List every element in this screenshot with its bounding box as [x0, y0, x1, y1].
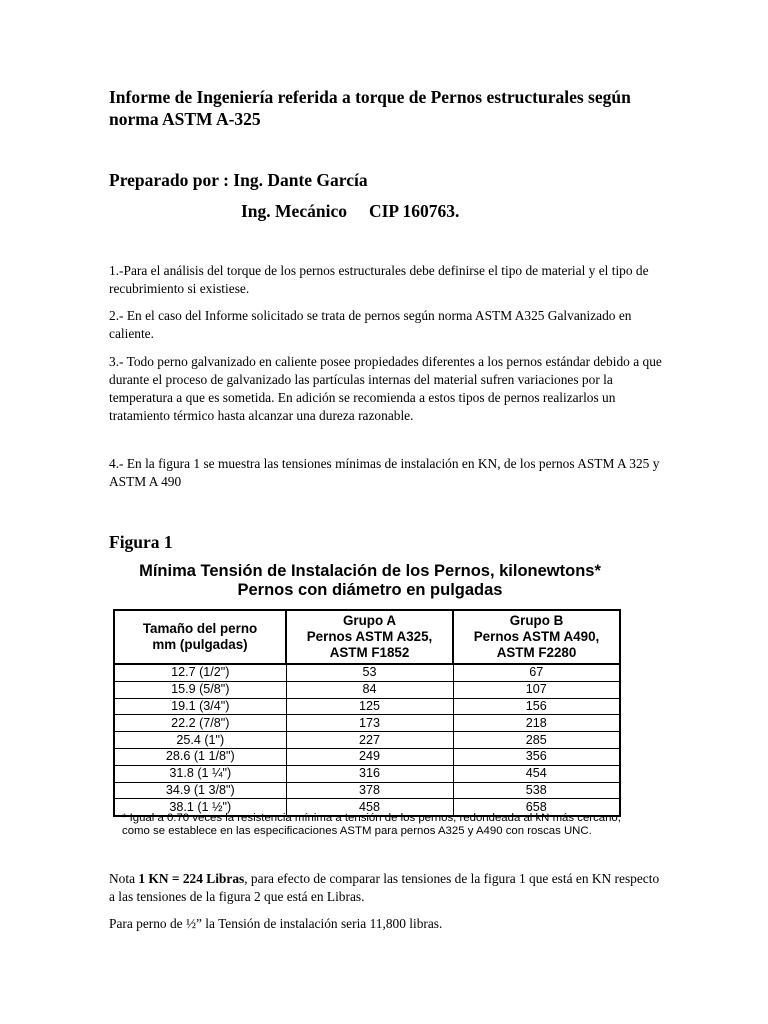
paragraph-2: 2.- En el caso del Informe solicitado se trata de pernos según norma ASTM A325 Galvanizado en caliente.: [109, 308, 632, 341]
note-suffix: , para efecto de comparar las tensiones de la figura 1 que está en KN respecto a las tensiones de la figura 2 que está en Libras.: [109, 871, 660, 904]
cell-bolt-size: 12.7 (1/2"): [114, 664, 286, 681]
table-row: [114, 732, 620, 749]
header-group-a-line-3: ASTM F1852: [329, 645, 410, 660]
cell-group-b: 218: [453, 715, 620, 732]
cell-group-a: 458: [286, 799, 453, 816]
final-line: Para perno de ½” la Tensión de instalación seria 11,800 libras.: [109, 916, 443, 931]
author-credentials: [241, 201, 459, 222]
cell-group-a: 249: [286, 748, 453, 765]
paragraph-3: 3.- Todo perno galvanizado en caliente posee propiedades diferentes a los pernos estándar debido a que durante el proceso de galvanizado las partículas internas del material sufren variaciones por la temperatura a que es sometida. En adición se recomienda a estos tipos de pernos realizarlos un tratamiento térmico hasta alcanzar una dureza razonable.: [109, 354, 662, 423]
paragraph-1: 1.-Para el análisis del torque de los pernos estructurales debe definirse el tipo de material y el tipo de recubrimiento si existiese.: [109, 263, 649, 296]
cell-bolt-size: 34.9 (1 3/8"): [114, 782, 286, 799]
table-row: [114, 681, 620, 698]
cell-group-b: 454: [453, 765, 620, 782]
cell-group-b: 658: [453, 799, 620, 816]
cell-bolt-size: 15.9 (5/8"): [114, 681, 286, 698]
cell-bolt-size: 31.8 (1 ¼"): [114, 765, 286, 782]
header-group-b: [453, 610, 620, 664]
header-group-b-line-3: ASTM F2280: [496, 645, 577, 660]
cell-bolt-size: 25.4 (1"): [114, 732, 286, 749]
cell-group-b: 156: [453, 698, 620, 715]
table-row: [114, 715, 620, 732]
note-bold: 1 KN = 224 Libras: [138, 871, 245, 886]
tension-table: [113, 609, 621, 817]
table-row: [114, 782, 620, 799]
table-row: [114, 748, 620, 765]
header-bolt-size: [114, 610, 286, 664]
table-footnote: * Igual a 0.70 veces la resistencia mínima a tensión de los pernos, redondeada al kN más cercano, como se establece en las especificaciones ASTM para pernos A325 y A490 con roscas UNC.: [122, 812, 621, 837]
header-group-a-line-2: Pernos ASTM A325,: [306, 629, 433, 644]
table-row: [114, 698, 620, 715]
cell-group-b: 356: [453, 748, 620, 765]
header-group-b-line-2: Pernos ASTM A490,: [473, 629, 600, 644]
header-group-b-line-1: Grupo B: [509, 613, 564, 628]
table-body: [114, 664, 620, 816]
figure-title-line-1: Mínima Tensión de Instalación de los Pernos, kilonewtons*: [139, 562, 601, 580]
figure-label: Figura 1: [109, 532, 173, 552]
table-row: [114, 664, 620, 681]
cell-bolt-size: 28.6 (1 1/8"): [114, 748, 286, 765]
cell-bolt-size: 22.2 (7/8"): [114, 715, 286, 732]
cell-group-a: 316: [286, 765, 453, 782]
header-bolt-size-line-1: Tamaño del perno: [142, 621, 258, 636]
cell-group-a: 125: [286, 698, 453, 715]
figure-title-line-2: Pernos con diámetro en pulgadas: [237, 581, 503, 599]
prepared-by: Preparado por : Ing. Dante García: [109, 170, 368, 190]
cell-group-a: 378: [286, 782, 453, 799]
cell-group-a: 173: [286, 715, 453, 732]
header-bolt-size-line-2: mm (pulgadas): [152, 637, 248, 652]
cell-group-b: 538: [453, 782, 620, 799]
cell-group-a: 227: [286, 732, 453, 749]
table-header-row: [114, 610, 620, 664]
conversion-note: [109, 870, 664, 906]
figure-title: [110, 562, 630, 600]
header-group-a-line-1: Grupo A: [342, 613, 397, 628]
table-row: [114, 765, 620, 782]
cell-group-b: 67: [453, 664, 620, 681]
document-title: Informe de Ingeniería referida a torque de Pernos estructurales según norma ASTM A-325: [109, 87, 631, 129]
cell-bolt-size: 38.1 (1 ½"): [114, 799, 286, 816]
author-cip: CIP 160763.: [368, 201, 460, 221]
cell-group-b: 285: [453, 732, 620, 749]
paragraph-4: 4.- En la figura 1 se muestra las tensiones mínimas de instalación en KN, de los pernos ASTM A 325 y ASTM A 490: [109, 456, 660, 489]
cell-group-a: 53: [286, 664, 453, 681]
note-prefix: Nota: [109, 871, 139, 886]
header-group-a: [286, 610, 453, 664]
cell-group-a: 84: [286, 681, 453, 698]
cell-bolt-size: 19.1 (3/4"): [114, 698, 286, 715]
author-position: Ing. Mecánico: [241, 201, 347, 221]
cell-group-b: 107: [453, 681, 620, 698]
